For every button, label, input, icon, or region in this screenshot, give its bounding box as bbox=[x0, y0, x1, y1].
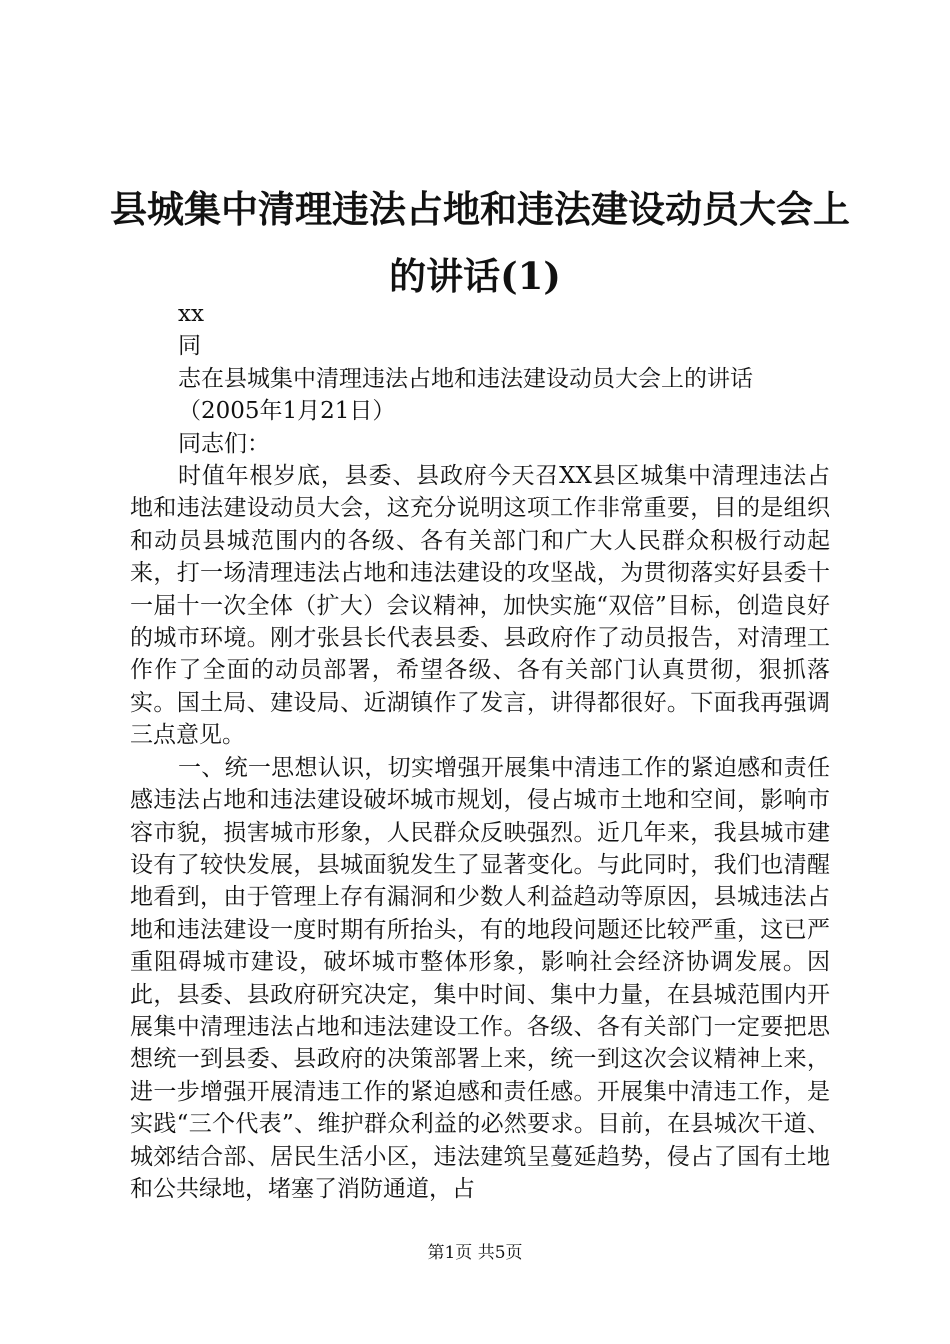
paragraph-1: 时值年根岁底，县委、县政府今天召XX县区城集中清理违法占地和违法建设动员大会，这充分说明这项工作非常重要，目的是组织和动员县城范围内的各级、各有关部门和广大人民群众积极行动起来，打一场清理违法占地和违法建设的攻坚战，为贯彻落实好县委十一届十一次全体（扩大）会议精神，加快实施“双倍”目标，创造良好的城市环境。刚才张县长代表县委、县政府作了动员报告，对清理工作作了全面的动员部署，希望各级、各有关部门认真贯彻，狠抓落实。国土局、建设局、近湖镇作了发言，讲得都很好。下面我再强调三点意见。 bbox=[130, 463, 830, 749]
salutation: 同志们： bbox=[178, 430, 270, 457]
speech-date: （2005年1月21日） bbox=[178, 398, 396, 425]
speaker-name: xx bbox=[178, 301, 204, 327]
document-title bbox=[110, 176, 850, 310]
page-footer: 第1页 共5页 bbox=[427, 1243, 523, 1263]
document-body bbox=[130, 298, 830, 1205]
speaker-title-fragment: 同 bbox=[178, 333, 201, 360]
title-line-1: 县城集中清理违法占地和违法建设动员大会上 bbox=[110, 187, 850, 231]
speech-subtitle: 志在县城集中清理违法占地和违法建设动员大会上的讲话 bbox=[178, 365, 753, 392]
title-line-2: 的讲话(1) bbox=[389, 254, 561, 298]
paragraph-2: 一、统一思想认识，切实增强开展集中清违工作的紧迫感和责任感违法占地和违法建设破坏城市规划，侵占城市土地和空间，影响市容市貌，损害城市形象，人民群众反映强烈。近几年来，我县城市建设有了较快发展，县城面貌发生了显著变化。与此同时，我们也清醒地看到，由于管理上存有漏洞和少数人利益趋动等原因，县城违法占地和违法建设一度时期有所抬头，有的地段问题还比较严重，这已严重阻碍城市建设，破坏城市整体形象，影响社会经济协调发展。因此，县委、县政府研究决定，集中时间、集中力量，在县城范围内开展集中清理违法占地和违法建设工作。各级、各有关部门一定要把思想统一到县委、县政府的决策部署上来，统一到这次会议精神上来，进一步增强开展清违工作的紧迫感和责任感。开展集中清违工作，是实践“三个代表”、维护群众利益的必然要求。目前，在县城次干道、城郊结合部、居民生活小区，违法建筑呈蔓延趋势，侵占了国有土地和公共绿地，堵塞了消防通道，占 bbox=[130, 754, 830, 1202]
